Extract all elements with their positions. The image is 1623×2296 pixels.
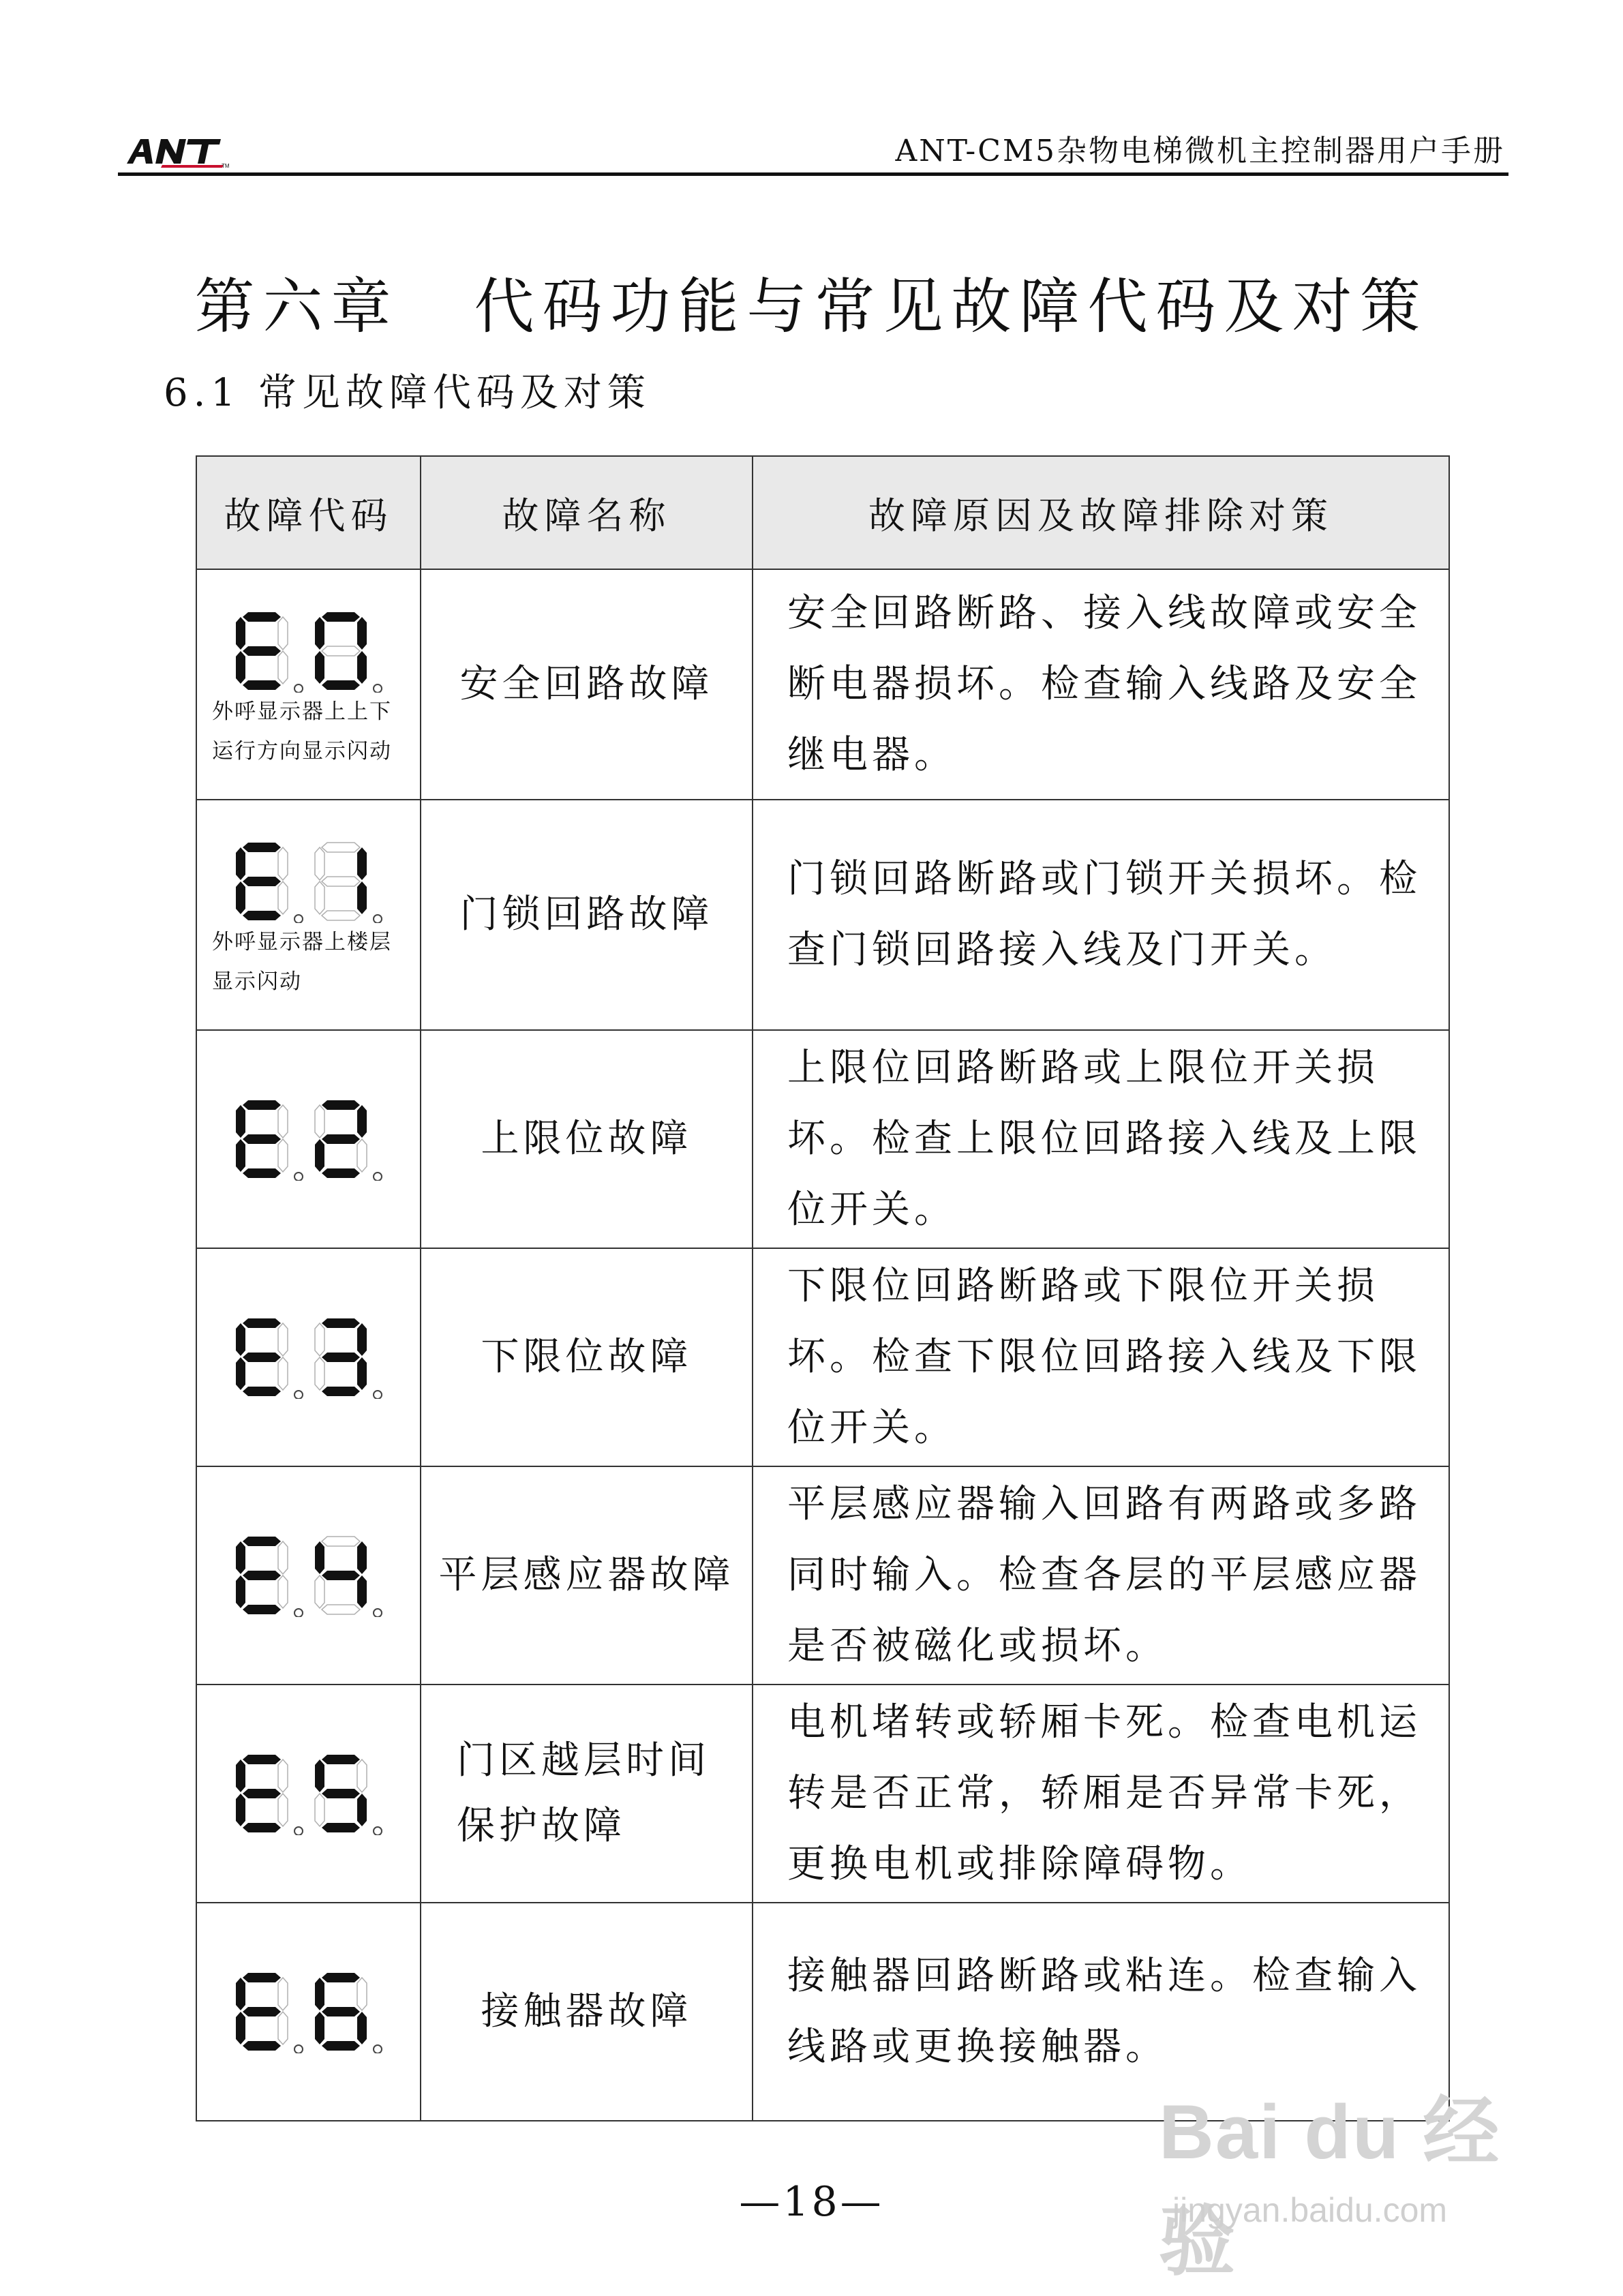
- fault-name-line: 接触器故障: [481, 1989, 693, 2034]
- table-row: [196, 1466, 1449, 1685]
- watermark-brand: Bai du 经验: [1159, 2089, 1501, 2284]
- seven-segment-display: [230, 1534, 387, 1617]
- fault-code-cell: [196, 1248, 421, 1466]
- header-fault-name: 故障名称: [421, 456, 753, 569]
- header-rule: [118, 172, 1508, 176]
- fault-name-cell: [421, 1030, 753, 1248]
- fault-cause-cell: 上限位回路断路或上限位开关损坏。检查上限位回路接入线及上限位开关。: [753, 1030, 1449, 1248]
- fault-name-line: 上限位故障: [481, 1117, 693, 1161]
- fault-code-cell: [196, 1466, 421, 1685]
- fault-cause-cell: 平层感应器输入回路有两路或多路同时输入。检查各层的平层感应器是否被磁化或损坏。: [753, 1466, 1449, 1685]
- fault-name-cell: [421, 1466, 753, 1685]
- fault-name-line: 门区越层时间: [457, 1738, 710, 1783]
- table-row: [196, 569, 1449, 800]
- header-fault-code: 故障代码: [196, 456, 421, 569]
- table-row: [196, 1030, 1449, 1248]
- fault-name-cell: [421, 1248, 753, 1466]
- svg-text:TM: TM: [222, 163, 230, 169]
- section-title: 6.1 常见故障代码及对策: [164, 371, 651, 415]
- fault-code-cell: [196, 1030, 421, 1248]
- fault-name-cell: [421, 800, 753, 1030]
- fault-name-line: 保护故障: [457, 1804, 626, 1848]
- fault-cause-cell: 下限位回路断路或下限位开关损坏。检查下限位回路接入线及下限位开关。: [753, 1248, 1449, 1466]
- seven-segment-display: [230, 1970, 387, 2053]
- table-header-row: [196, 456, 1449, 569]
- seven-segment-display: [230, 1098, 387, 1181]
- chapter-name: 代码功能与常见故障代码及对策: [474, 271, 1429, 342]
- fault-code-cell: [196, 800, 421, 1030]
- seven-segment-display: [230, 1316, 387, 1399]
- fault-cause-cell: 安全回路断路、接入线故障或安全断电器损坏。检查输入线路及安全继电器。: [753, 569, 1449, 800]
- fault-name-line: 下限位故障: [481, 1335, 693, 1379]
- header-title: ANT-CM5杂物电梯微机主控制器用户手册: [895, 134, 1505, 168]
- fault-cause-cell: 接触器回路断路或粘连。检查输入线路或更换接触器。: [753, 1903, 1449, 2121]
- fault-cause-cell: 电机堵转或轿厢卡死。检查电机运转是否正常，轿厢是否异常卡死，更换电机或排除障碍物。: [753, 1685, 1449, 1903]
- chapter-title: [0, 259, 1623, 345]
- ant-logo: [121, 135, 230, 169]
- baidu-watermark: [1118, 2071, 1541, 2284]
- page-number: —18—: [739, 2178, 884, 2226]
- header-fault-cause: 故障原因及故障排除对策: [753, 456, 1449, 569]
- fault-name-line: 平层感应器故障: [438, 1553, 735, 1597]
- fault-code-cell: [196, 1685, 421, 1903]
- code-note: 显示闪动: [212, 969, 302, 994]
- fault-cause-cell: 门锁回路断路或门锁开关损坏。检查门锁回路接入线及门开关。: [753, 800, 1449, 1030]
- fault-name-cell: [421, 569, 753, 800]
- seven-segment-display: [230, 609, 387, 693]
- chapter-number: 第六章: [194, 271, 399, 342]
- fault-name-cell: [421, 1685, 753, 1903]
- code-note: 外呼显示器上楼层: [212, 930, 392, 954]
- seven-segment-display: [230, 840, 387, 923]
- fault-name-line: 门锁回路故障: [459, 892, 714, 937]
- fault-code-table: [196, 455, 1450, 2121]
- watermark-url: jingyan.baidu.com: [1172, 2191, 1448, 2229]
- table-row: [196, 1248, 1449, 1466]
- code-note: 运行方向显示闪动: [212, 739, 392, 764]
- table-row: [196, 1685, 1449, 1903]
- table-row: [196, 800, 1449, 1030]
- fault-code-cell: [196, 569, 421, 800]
- seven-segment-display: [230, 1752, 387, 1835]
- code-note: 外呼显示器上上下: [212, 699, 392, 724]
- fault-name-cell: [421, 1903, 753, 2121]
- fault-code-cell: [196, 1903, 421, 2121]
- fault-name-line: 安全回路故障: [459, 662, 714, 706]
